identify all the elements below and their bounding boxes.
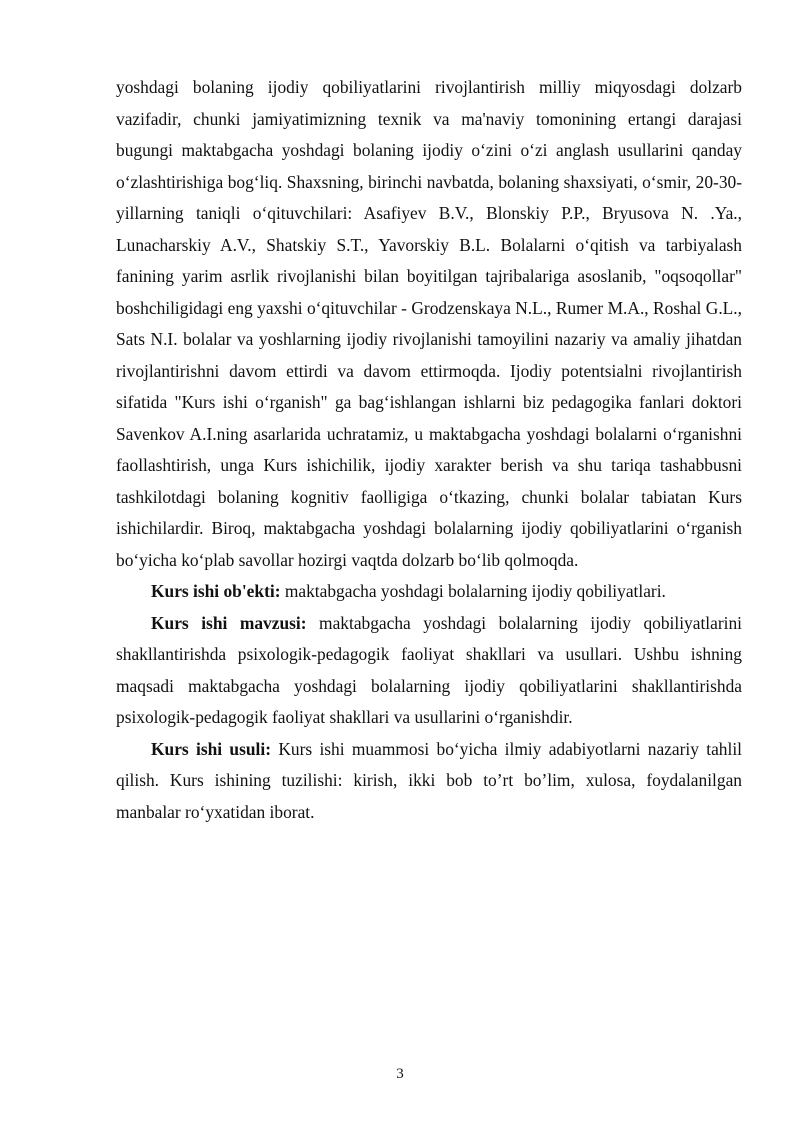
course-method-text: Kurs ishi muammosi bo‘yicha ilmiy adabiyotlarni nazariy tahlil qilish. Kurs ishining tuzilishi: kirish, ikki bob to’rt bo’lim, xulosa, foydalanilgan manbalar ro‘yxatidan iborat. [116, 738, 742, 822]
page-number: 3 [396, 1066, 404, 1082]
course-object-label: Kurs ishi ob'ekti: [151, 581, 281, 601]
course-subject-paragraph [116, 608, 742, 734]
course-object-text: maktabgacha yoshdagi bolalarning ijodiy qobiliyatlari. [280, 581, 666, 601]
body-paragraph: yoshdagi bolaning ijodiy qobiliyatlarini rivojlantirish milliy miqyosdagi dolzarb vazifadir, chunki jamiyatimizning texnik va ma'naviy tomonining ertangi darajasi bugungi maktabgacha yoshdagi bolaning ijodiy o‘zini o‘zi anglash usullarini qanday o‘zlashtirishiga bog‘liq. Shaxsning, birinchi navbatda, bolaning shaxsiyati, o‘smir, 20-30-yillarning taniqli o‘qituvchilari: Asafiyev B.V., Blonskiy P.P., Bryusova N. .Ya., Lunacharskiy A.V., Shatskiy S.T., Yavorskiy B.L. Bolalarni o‘qitish va tarbiyalash fanining yarim asrlik rivojlanishi bilan boyitilgan tajribalariga asoslanib, "oqsoqollar" boshchiligidagi eng yaxshi o‘qituvchilar - Grodzenskaya N.L., Rumer M.A., Roshal G.L., Sats N.I. bolalar va yoshlarning ijodiy rivojlanishi tamoyilini nazariy va amaliy jihatdan rivojlantirishni davom ettirdi va davom ettirmoqda. Ijodiy potentsialni rivojlantirish sifatida "Kurs ishi o‘rganish" ga bag‘ishlangan ishlarni biz pedagogika fanlari doktori Savenkov A.I.ning asarlarida uchratamiz, u maktabgacha yoshdagi bolalarni o‘rganishni faollashtirish, unga Kurs ishichilik, ijodiy xarakter berish va shu tariqa tashabbusni tashkilotdagi bolaning kognitiv faolligiga o‘tkazing, chunki bolalar tabiatan Kurs ishichilardir. Biroq, maktabgacha yoshdagi bolalarning ijodiy qobiliyatlarini o‘rganish bo‘yicha ko‘plab savollar hozirgi vaqtda dolzarb bo‘lib qolmoqda. [116, 77, 742, 570]
course-object-paragraph [116, 576, 742, 608]
course-method-label: Kurs ishi usuli: [151, 738, 271, 759]
course-subject-text: maktabgacha yoshdagi bolalarning ijodiy qobiliyatlarini shakllantirishda psixologik-pedagogik faoliyat shakllari va usullari. Ushbu ishning maqsadi maktabgacha yoshdagi bolalarning ijodiy qobiliyatlarini shakllantirishda psixologik-pedagogik faoliyat shakllari va usullarini o‘rganishdir. [116, 612, 742, 727]
document-page [116, 72, 742, 828]
course-method-paragraph [116, 734, 742, 829]
course-subject-label: Kurs ishi mavzusi: [151, 612, 307, 633]
